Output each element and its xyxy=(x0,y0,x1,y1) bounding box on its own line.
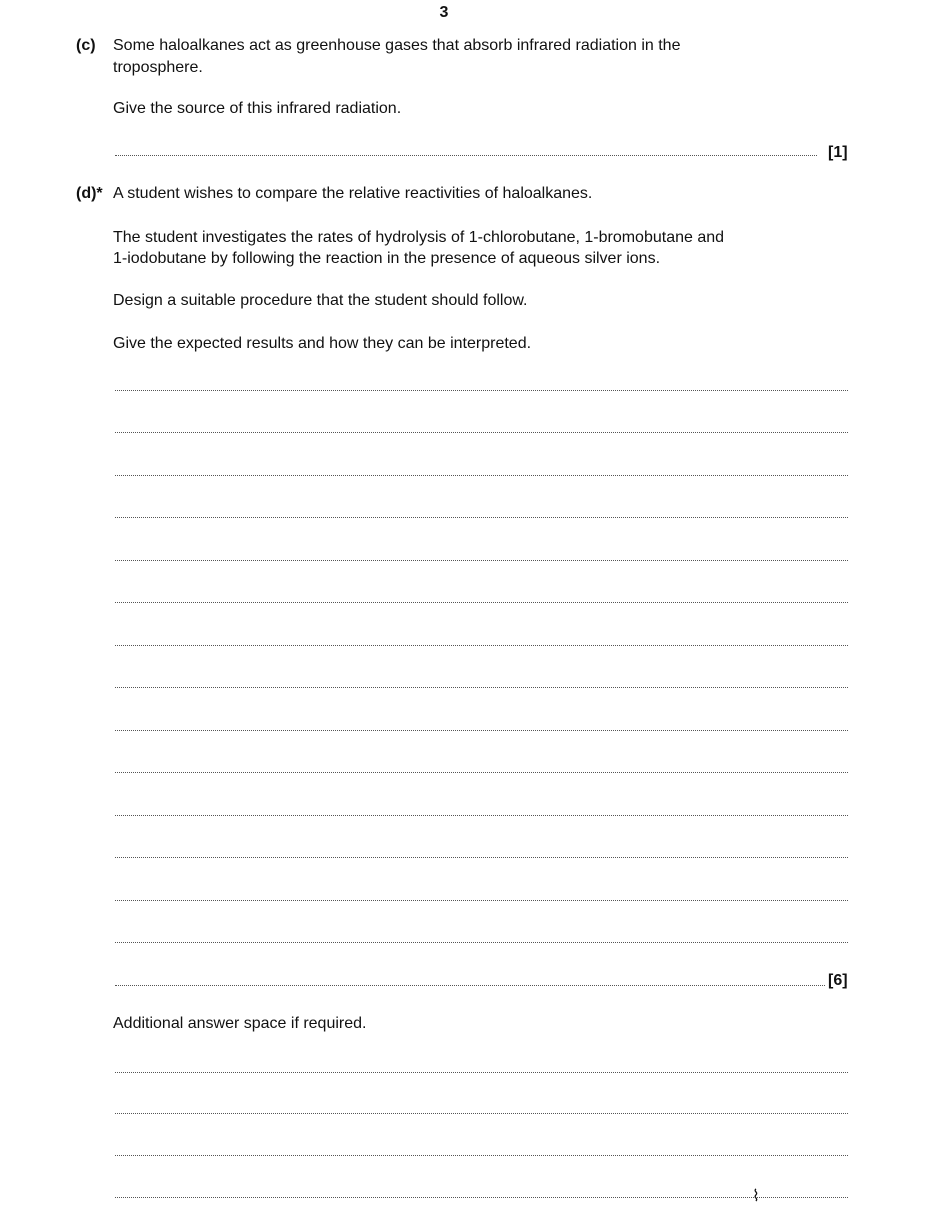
additional-answer-line[interactable] xyxy=(115,1113,848,1114)
part-d-marks: [6] xyxy=(828,972,848,989)
part-c-stem-line1: Some haloalkanes act as greenhouse gases that absorb infrared radiation in the xyxy=(113,37,681,54)
additional-answer-line[interactable] xyxy=(115,1197,848,1198)
answer-line[interactable] xyxy=(115,815,848,816)
answer-line[interactable] xyxy=(115,857,848,858)
part-d-para1-line1: The student investigates the rates of hydrolysis of 1-chlorobutane, 1-bromobutane and xyxy=(113,229,725,246)
turn-over-mark-icon: ⌇ xyxy=(752,1188,760,1205)
part-d-para1-line2: 1-iodobutane by following the reaction in the presence of aqueous silver ions. xyxy=(113,250,661,267)
answer-line[interactable] xyxy=(115,432,848,433)
part-c-instruction: Give the source of this infrared radiation. xyxy=(113,100,402,117)
page-number: 3 xyxy=(439,4,449,21)
answer-line[interactable] xyxy=(115,687,848,688)
additional-answer-line[interactable] xyxy=(115,1072,848,1073)
answer-line[interactable] xyxy=(115,390,848,391)
part-d-label: (d)* xyxy=(76,185,103,202)
answer-line[interactable] xyxy=(115,900,848,901)
part-c-stem-line2: troposphere. xyxy=(113,59,203,76)
additional-space-label: Additional answer space if required. xyxy=(113,1015,367,1032)
answer-line[interactable] xyxy=(115,942,848,943)
answer-line[interactable] xyxy=(115,645,848,646)
answer-line[interactable] xyxy=(115,475,848,476)
additional-answer-line[interactable] xyxy=(115,1155,848,1156)
answer-line[interactable] xyxy=(115,772,848,773)
part-d-instruction2: Give the expected results and how they can be interpreted. xyxy=(113,335,532,352)
answer-line-final[interactable] xyxy=(115,985,825,986)
answer-line[interactable] xyxy=(115,517,848,518)
part-c-answer-line[interactable] xyxy=(115,155,817,156)
part-d-instruction1: Design a suitable procedure that the student should follow. xyxy=(113,292,528,309)
answer-line[interactable] xyxy=(115,560,848,561)
part-d-stem: A student wishes to compare the relative reactivities of haloalkanes. xyxy=(113,185,593,202)
answer-line[interactable] xyxy=(115,602,848,603)
part-c-marks: [1] xyxy=(828,144,848,161)
part-c-label: (c) xyxy=(76,37,96,54)
answer-line[interactable] xyxy=(115,730,848,731)
